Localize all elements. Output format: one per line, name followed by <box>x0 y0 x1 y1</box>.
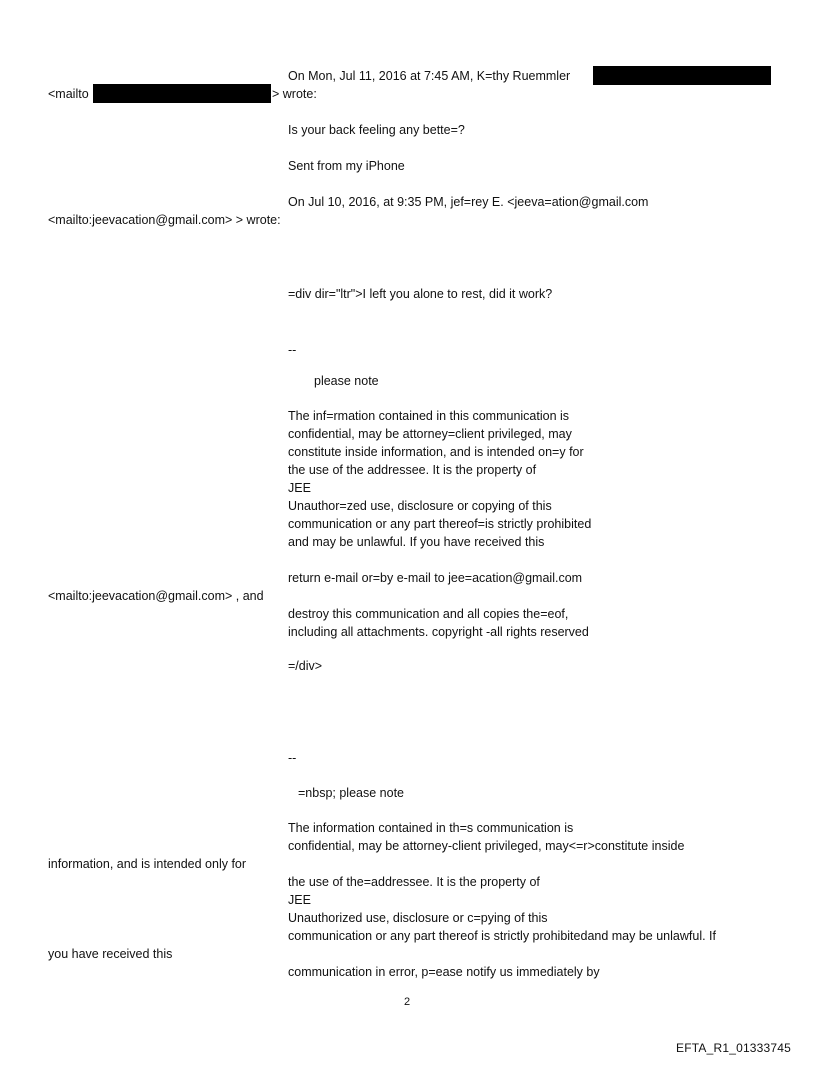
disclaimer-title: please note <box>314 374 379 388</box>
separator-line: -- <box>288 343 297 357</box>
email-header-line: > wrote: <box>272 87 317 101</box>
disclaimer-line: The information contained in th=s communication is <box>288 821 574 835</box>
redaction-bar <box>593 66 771 85</box>
disclaimer-line: Unauthor=zed use, disclosure or copying of this <box>288 499 552 513</box>
redaction-bar <box>93 84 271 103</box>
disclaimer-line: information, and is intended only for <box>48 857 247 871</box>
disclaimer-line: communication in error, p=ease notify us immediately by <box>288 965 600 979</box>
disclaimer-line: you have received this <box>48 947 173 961</box>
disclaimer-line: including all attachments. copyright -all rights reserved <box>288 625 589 639</box>
disclaimer-line: confidential, may be attorney-client privileged, may<=r>constitute inside <box>288 839 685 853</box>
disclaimer-line: return e-mail or=by e-mail to jee=acation@gmail.com <box>288 571 583 585</box>
disclaimer-title: =nbsp; please note <box>298 786 404 800</box>
disclaimer-line: JEE <box>288 481 311 495</box>
disclaimer-line: communication or any part thereof is strictly prohibitedand may be unlawful. If <box>288 929 716 943</box>
disclaimer-line: The inf=rmation contained in this communication is <box>288 409 570 423</box>
email-header-line: <mailto:jeevacation@gmail.com> > wrote: <box>48 213 281 227</box>
disclaimer-line: Unauthorized use, disclosure or c=pying of this <box>288 911 548 925</box>
disclaimer-line: constitute inside information, and is intended on=y for <box>288 445 584 459</box>
disclaimer-line: and may be unlawful. If you have received this <box>288 535 545 549</box>
email-header-line: <mailto <box>48 87 89 101</box>
disclaimer-line: confidential, may be attorney=client privileged, may <box>288 427 572 441</box>
email-header-line: On Jul 10, 2016, at 9:35 PM, jef=rey E. <jeeva=ation@gmail.com <box>288 195 649 209</box>
disclaimer-line: communication or any part thereof=is strictly prohibited <box>288 517 592 531</box>
email-header-line: On Mon, Jul 11, 2016 at 7:45 AM, K=thy Ruemmler <box>288 69 571 83</box>
body-line: =div dir="ltr">I left you alone to rest, did it work? <box>288 287 553 301</box>
document-id-footer: EFTA_R1_01333745 <box>676 1041 792 1055</box>
body-line: Sent from my iPhone <box>288 159 405 173</box>
disclaimer-line: the use of the=addressee. It is the property of <box>288 875 540 889</box>
separator-line: -- <box>288 751 297 765</box>
disclaimer-line: <mailto:jeevacation@gmail.com> , and <box>48 589 264 603</box>
page-number: 2 <box>404 996 411 1008</box>
disclaimer-line: destroy this communication and all copies the=eof, <box>288 607 569 621</box>
body-line: =/div> <box>288 659 323 673</box>
body-line: Is your back feeling any bette=? <box>288 123 465 137</box>
disclaimer-line: the use of the addressee. It is the property of <box>288 463 537 477</box>
disclaimer-line: JEE <box>288 893 311 907</box>
